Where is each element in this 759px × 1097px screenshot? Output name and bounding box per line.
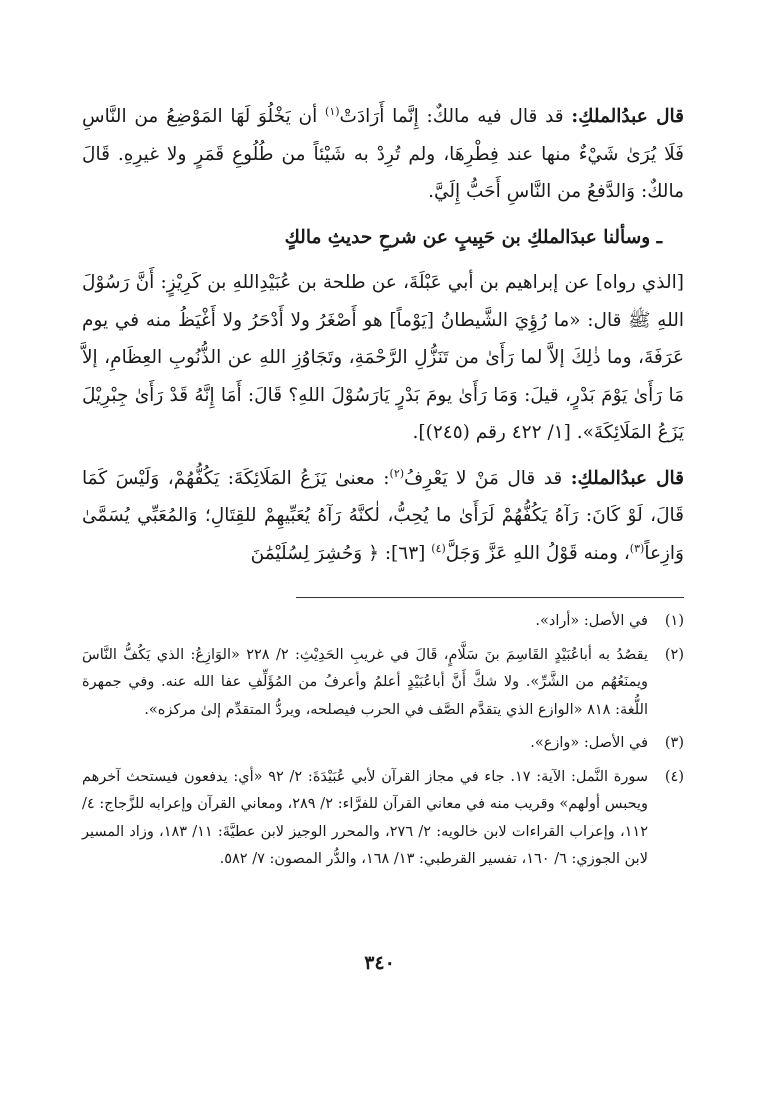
paragraph-1 — [82, 98, 684, 211]
main-text — [82, 98, 684, 572]
footnote — [82, 608, 684, 636]
section-heading: ـ وسألنا عبدَالملكِ بن حَبِيبٍ عن شرحِ حديثِ مالكٍ — [284, 226, 662, 248]
speaker-label: قال عبدُالملكِ: — [570, 467, 684, 489]
footnote-number: (٢) — [664, 646, 684, 663]
paragraph-text: قد قال فيه مالكٌ: إِنَّما أَرَادَتْ — [339, 106, 572, 127]
footnote-ref-2: (٢) — [389, 466, 405, 480]
footnote-number: (١) — [664, 613, 684, 629]
footnote-ref-4: (٤) — [431, 541, 446, 555]
footnote-ref-3: (٣) — [629, 541, 645, 555]
footnote-number: (٤) — [664, 768, 684, 785]
paragraph-3 — [82, 460, 684, 573]
footnote-number: (٣) — [664, 735, 684, 751]
paragraph-2: [الذي رواه] عن إبراهيم بن أبي عَبْلَةَ، عن طلحة بن عُبَيْدِاللهِ بن كَرِيْزٍ: أَنَّ رَسُوْلَ اللهِ ﷺ قال: «ما رُؤِيَ الشَّيطانُ [يَوْماً] هو أَصْغَرُ ولا أَدْحَرُ ولا أَغْيَظُ منه في يوم عَرَفَةَ، وما ذٰلِكَ إلاَّ لما رَأَىٰ من تَنَزُّلِ الرَّحْمَةِ، وتَجَاوُزِ اللهِ عن الذُّنُوبِ العِظَامِ، إلاَّ مَا رَأَىٰ يَوْمَ بَدْرٍ، قيلَ: وَمَا رَأَىٰ يومَ بَدْرٍ يَارَسُوْلَ اللهِ؟ قَالَ: أَمَا إِنَّهُ قَدْ رَأَىٰ جِبْرِيْلَ يَزَعُ المَلَائِكَةَ». [١/ ٤٢٢ رقم (٢٤٥)]. — [82, 272, 684, 443]
footnote-text: في الأصل: «وازع». — [530, 735, 648, 751]
footnote-text: سورة النَّمل: الآية: ١٧. جاء في مجاز القرآن لأبي عُبَيْدَةَ: ٢/ ٩٢ «أي: يدفعون فيستحث آخرهم ويحبس أولهم» وقريب منه في معاني القرآن للفرَّاء: ٢/ ٢٨٩، ومعاني القرآن وإعرابه للزَّجاج: ٤/ ١١٢، وإعراب القراءات لابن خالويه: ٢/ ٢٧٦، والمحرر الوجيز لابن عطيَّةَ: ١١/ ١٨٣، وزاد المسير لابن الجوزي: ٦/ ١٦٠، تفسير القرطبي: ١٣/ ١٦٨، والدُّر المصون: ٧/ ٥٨٢. — [82, 768, 649, 867]
paragraph-text: أن يَخْلُوَ لَهَا المَوْضِعُ من النَّاسِ فَلَا يُرَىٰ شَيْءٌ منها عند فِطْرِهَا، ولم تُرِدْ به شَيْئاً من طُلُوعِ قَمَرٍ ولا غيرِهِ. قَالَ مالكٌ: وَالدَّفعُ من النَّاسِ أَحَبُّ إِلَيَّ. — [82, 106, 684, 202]
footnote-text: في الأصل: «أراد». — [535, 613, 648, 629]
paragraph-text: ، ومنه قَوْلُ اللهِ عَزَّ وَجَلَّ — [445, 542, 630, 564]
footnote-ref-1: (١) — [325, 104, 340, 118]
footnote — [82, 764, 684, 874]
page-number: ٣٤٠ — [364, 952, 395, 974]
speaker-label: قال عبدُالملكِ: — [571, 106, 684, 127]
paragraph-text: [٦٣]: ﴿ وَحُشِرَ لِسُلَيْمَٰنَ — [250, 542, 432, 564]
footnotes — [82, 608, 684, 874]
footnote — [82, 730, 684, 758]
footnote-text: يقصُدُ به أباعُبَيْدٍ القَاسِمَ بنَ سَلَّامٍ، قَالَ في غريبِ الحَدِيْثِ: ٢/ ٢٢٨ «الوَازِعُ: الذي يَكُفُّ النَّاسَ ويمنَعُهُم من الشَّرِّ». ولا شكَّ أَنَّ أباعُبَيْدٍ أعلمُ وأعرفُ من المُؤَلِّفِ عفا الله عنه. وفي جمهرة اللُّغة: ٨١٨ «الوازع الذي يتقدَّم الصَّف في الحرب فيصلحه، ويردُّ المتقدِّم إلىٰ مركزه». — [82, 646, 648, 718]
paragraph-text: قد قال مَنْ لا يَعْرِفُ — [404, 467, 571, 489]
footnote-divider — [296, 597, 684, 598]
footnote — [82, 642, 684, 725]
paragraph-text: : معنىٰ يَزَعُ المَلَائِكَةَ: يَكُفُّهُمْ، وَلَيْسَ كَمَا قَالَ، لَوْ كَانَ: رَآهُ يَكُفُّهُمْ لَرَأَىٰ ما يُحِبُّ، لٰكنَّهُ رَآهُ يُعَبِّيهِمْ للقِتَالِ؛ وَالمُعَبِّي يُسَمَّىٰ وَازِعاً — [82, 467, 684, 564]
